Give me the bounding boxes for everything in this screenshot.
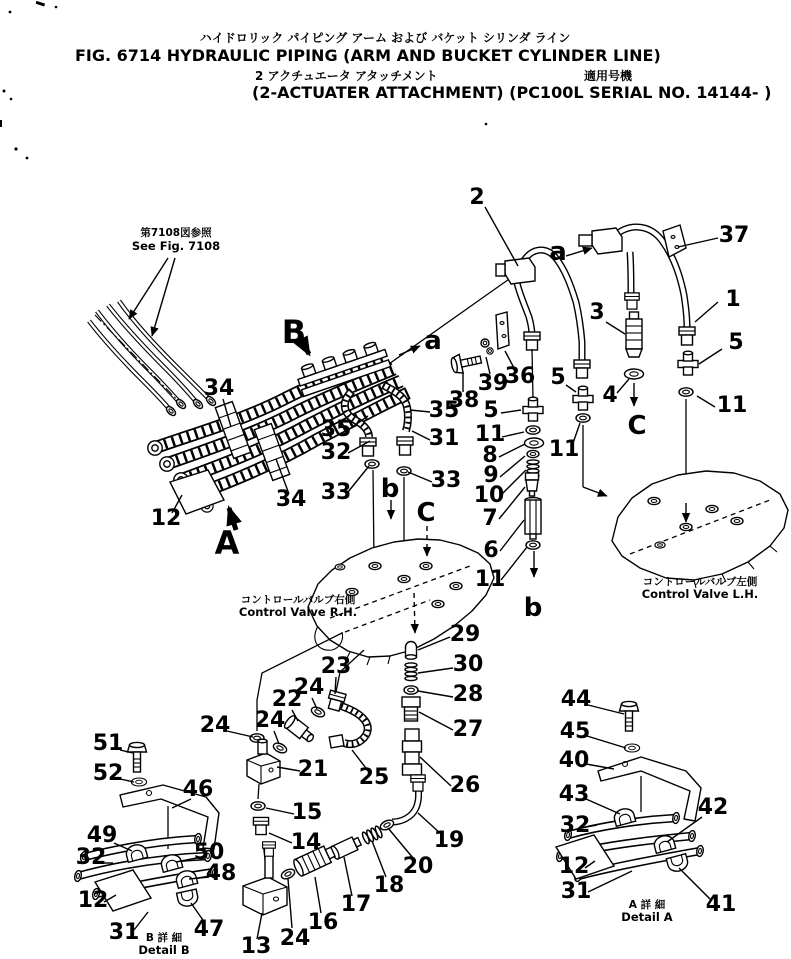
pipe-1	[579, 227, 698, 505]
callout-5: 5	[550, 365, 566, 390]
title-block	[75, 30, 771, 102]
leader-line	[500, 520, 524, 551]
see-fig-label-jp: 第7108図参照	[140, 227, 212, 239]
callout-21: 21	[297, 757, 329, 782]
view-letter-C: C	[627, 411, 647, 441]
callout-22: 22	[271, 687, 303, 712]
callout-45: 45	[559, 719, 591, 744]
callout-12: 12	[558, 854, 590, 879]
callout-31: 31	[108, 920, 140, 945]
leader-line	[697, 396, 715, 407]
leader-line	[418, 668, 453, 673]
view-letter-a: a	[424, 326, 442, 356]
view-letter-b: b	[380, 474, 400, 504]
leader-line	[412, 431, 430, 440]
callout-37: 37	[718, 223, 750, 248]
callout-24: 24	[254, 708, 286, 733]
leader-line	[699, 349, 722, 364]
callout-4: 4	[602, 383, 618, 408]
callout-36: 36	[504, 364, 536, 389]
callout-11: 11	[548, 437, 580, 462]
callout-47: 47	[193, 917, 225, 942]
leader-line	[335, 677, 336, 694]
callout-19: 19	[433, 828, 465, 853]
callout-24: 24	[293, 675, 325, 700]
view-letter-b: b	[523, 593, 543, 623]
view-letter-B: B	[281, 313, 307, 351]
leader-line	[408, 472, 432, 482]
see-fig-label: See Fig. 7108	[131, 239, 221, 253]
callout-38: 38	[448, 388, 480, 413]
leader-line	[372, 841, 386, 877]
leader-line	[617, 379, 629, 393]
pipe-2	[496, 250, 590, 378]
callout-9: 9	[483, 463, 499, 488]
callout-8: 8	[482, 443, 498, 468]
callout-18: 18	[373, 873, 405, 898]
callout-24: 24	[279, 926, 311, 951]
callout-35: 35	[428, 398, 460, 423]
callout-49: 49	[86, 823, 118, 848]
callout-32: 32	[320, 440, 352, 465]
leader-line	[606, 322, 625, 334]
leader-line	[419, 712, 453, 730]
callout-23: 23	[320, 654, 352, 679]
callout-32: 32	[75, 845, 107, 870]
see-fig-arrow	[129, 258, 168, 319]
leader-line	[586, 799, 620, 814]
callout-50: 50	[193, 840, 225, 865]
subtitle-japanese: 2 アクチュエータ アタッチメント	[255, 69, 438, 83]
leader-line	[266, 808, 294, 814]
callout-46: 46	[182, 777, 214, 802]
callout-34: 34	[275, 487, 307, 512]
callout-13: 13	[240, 934, 272, 959]
view-a-arrow	[566, 248, 592, 256]
callout-31: 31	[560, 879, 592, 904]
callout-2: 2	[469, 185, 485, 210]
view-letter-C: C	[416, 498, 436, 528]
callout-41: 41	[705, 892, 737, 917]
valve-lh-label-jp: コントロールバルブ左側	[642, 576, 758, 588]
callout-28: 28	[452, 682, 484, 707]
control-valve-lh-drawing	[612, 471, 788, 588]
callout-51: 51	[92, 731, 124, 756]
callout-30: 30	[452, 652, 484, 677]
callout-52: 52	[92, 761, 124, 786]
callout-14: 14	[290, 830, 322, 855]
flow-arrow	[583, 487, 607, 496]
callout-17: 17	[340, 892, 372, 917]
callout-44: 44	[560, 687, 592, 712]
callout-5: 5	[483, 398, 499, 423]
callout-5: 5	[728, 330, 744, 355]
leader-line	[315, 877, 321, 913]
leader-line	[695, 302, 718, 322]
grommet-39b	[487, 348, 493, 354]
callout-11: 11	[474, 422, 506, 447]
callout-16: 16	[307, 910, 339, 935]
plate-36	[496, 312, 509, 349]
callout-40: 40	[558, 748, 590, 773]
leader-line	[587, 736, 626, 748]
figure-title: FIG. 6714 HYDRAULIC PIPING (ARM AND BUCKET CYLINDER LINE)	[75, 46, 661, 65]
callout-42: 42	[697, 795, 729, 820]
callout-27: 27	[452, 717, 484, 742]
leader-line	[501, 410, 521, 413]
callout-32: 32	[559, 813, 591, 838]
callout-24: 24	[199, 713, 231, 738]
callout-6: 6	[483, 538, 499, 563]
view-a-arrow	[399, 346, 420, 355]
view-letter-a: a	[549, 237, 567, 267]
callout-35: 35	[320, 417, 352, 442]
callout-39: 39	[477, 371, 509, 396]
callout-29: 29	[449, 622, 481, 647]
detail-b-label: Detail B	[138, 943, 190, 957]
title-japanese: ハイドロリック パイピング アーム および バケット シリンダ ライン	[199, 31, 571, 45]
callout-7: 7	[482, 506, 498, 531]
detail-a-label: Detail A	[621, 910, 673, 924]
boom-hoses	[89, 301, 217, 417]
valve-rh-label: Control Valve R.H.	[238, 605, 358, 619]
view-letter-A: A	[214, 524, 240, 562]
callout-26: 26	[449, 773, 481, 798]
serial-japanese: 適用号機	[584, 69, 633, 83]
callout-1: 1	[725, 287, 741, 312]
valve-rh-label-jp: コントロールバルブ右側	[240, 594, 356, 606]
leader-line	[485, 207, 518, 266]
callout-15: 15	[291, 800, 323, 825]
see-fig-arrow	[152, 258, 175, 336]
leader-line	[588, 705, 624, 714]
callout-34: 34	[203, 376, 235, 401]
valve-lh-label: Control Valve L.H.	[641, 587, 759, 601]
detail-b-label-jp: B 詳 細	[145, 932, 183, 944]
callout-31: 31	[428, 426, 460, 451]
callout-12: 12	[150, 506, 182, 531]
callout-43: 43	[558, 782, 590, 807]
subtitle-serial: (2-ACTUATER ATTACHMENT) (PC100L SERIAL NO. 14144- )	[252, 83, 772, 102]
leader-line	[288, 879, 292, 928]
detail-a-label-jp: A 詳 細	[628, 899, 666, 911]
callout-3: 3	[589, 300, 605, 325]
leader-line	[410, 410, 430, 412]
callout-33: 33	[430, 468, 462, 493]
callout-20: 20	[402, 854, 434, 879]
callout-12: 12	[77, 888, 109, 913]
leader-line	[227, 731, 253, 737]
callout-11: 11	[474, 567, 506, 592]
callout-48: 48	[205, 861, 237, 886]
leader-line	[344, 857, 352, 896]
callout-33: 33	[320, 480, 352, 505]
grommet-39	[481, 339, 489, 347]
leader-line	[566, 385, 576, 392]
callout-25: 25	[358, 765, 390, 790]
leader-line	[418, 691, 453, 697]
callout-11: 11	[716, 393, 748, 418]
callout-10: 10	[473, 483, 505, 508]
